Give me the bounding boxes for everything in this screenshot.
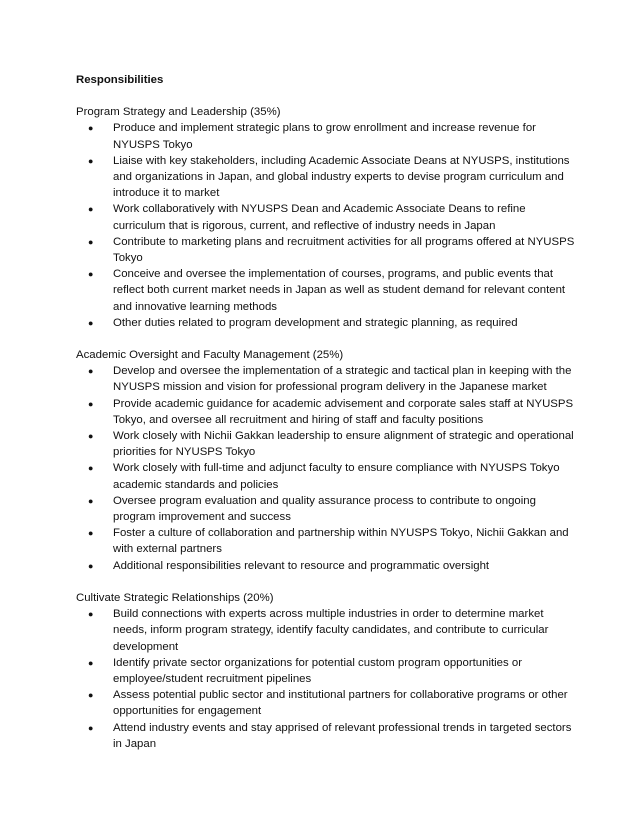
list-item: [76, 428, 576, 460]
list-item: [76, 201, 576, 233]
list-item-text: Work collaboratively with NYUSPS Dean and Academic Associate Deans to refine curriculum that is rigorous, current, and reflective of industry needs in Japan: [113, 203, 526, 232]
bullet-icon: ●: [88, 204, 94, 215]
bullet-icon: ●: [88, 609, 94, 620]
list-item: [76, 655, 576, 687]
list-item-text: Build connections with experts across multiple industries in order to determine market needs, inform program strategy, identify faculty candidates, and contribute to curricular development: [113, 608, 549, 653]
list-item-text: Liaise with key stakeholders, including Academic Associate Deans at NYUSPS, institutions and organizations in Japan, and global industry experts to devise program curriculum and introduce it to market: [113, 154, 570, 200]
bullet-icon: ●: [88, 431, 94, 442]
list-item: [76, 606, 576, 655]
list-item: [76, 396, 576, 428]
list-item: [76, 153, 576, 202]
section-strategic-relationships: [76, 590, 576, 752]
bullet-icon: ●: [88, 123, 94, 134]
list-item-text: Attend industry events and stay apprised of relevant professional trends in targeted sectors in Japan: [113, 721, 572, 750]
bullet-icon: ●: [88, 269, 94, 280]
list-item: [76, 720, 576, 752]
list-item-text: Contribute to marketing plans and recruitment activities for all programs offered at NYUSPS Tokyo: [113, 235, 575, 265]
section-title: Academic Oversight and Faculty Management (25%): [76, 349, 344, 362]
bullet-icon: ●: [88, 463, 94, 474]
bullet-list: [76, 363, 576, 574]
list-item: [76, 558, 576, 574]
list-item-text: Conceive and oversee the implementation of courses, programs, and public events that reflect both current market needs in Japan as well as student demand for relevant content and innovative learning methods: [113, 268, 566, 313]
list-item-text: Work closely with full-time and adjunct faculty to ensure compliance with NYUSPS Tokyo academic standards and policies: [113, 462, 560, 491]
section-academic-oversight: [76, 347, 576, 574]
bullet-list: [76, 120, 576, 331]
bullet-icon: ●: [88, 155, 94, 166]
list-item-text: Identify private sector organizations for potential custom program opportunities or employee/student recruitment pipelines: [113, 656, 523, 685]
list-item-text: Oversee program evaluation and quality assurance process to contribute to ongoing program improvement and success: [113, 494, 536, 524]
section-title: Program Strategy and Leadership (35%): [76, 106, 281, 119]
list-item: [76, 460, 576, 492]
list-item-text: Additional responsibilities relevant to resource and programmatic oversight: [113, 559, 490, 572]
page-heading: Responsibilities: [76, 74, 164, 86]
list-item: [76, 525, 576, 557]
section-title: Cultivate Strategic Relationships (20%): [76, 591, 274, 604]
list-item-text: Foster a culture of collaboration and partnership within NYUSPS Tokyo, Nichii Gakkan and with external partners: [113, 527, 569, 556]
bullet-icon: ●: [88, 560, 94, 571]
document-page: [76, 72, 576, 768]
list-item: [76, 234, 576, 266]
section-program-strategy: [76, 104, 576, 331]
list-item-text: Provide academic guidance for academic advisement and corporate sales staff at NYUSPS Tokyo, and oversee all recruitment and hiring of staff and faculty positions: [113, 397, 574, 426]
list-item-text: Assess potential public sector and institutional partners for collaborative programs or other opportunities for engagement: [113, 689, 568, 718]
list-item: [76, 687, 576, 719]
bullet-icon: ●: [88, 690, 94, 701]
list-item: [76, 493, 576, 525]
list-item: [76, 315, 576, 331]
list-item-text: Produce and implement strategic plans to grow enrollment and increase revenue for NYUSPS Tokyo: [113, 122, 536, 151]
bullet-icon: ●: [88, 722, 94, 733]
bullet-icon: ●: [88, 495, 94, 506]
list-item-text: Other duties related to program development and strategic planning, as required: [113, 316, 518, 329]
bullet-list: [76, 606, 576, 752]
list-item: [76, 120, 576, 152]
bullet-icon: ●: [88, 398, 94, 409]
list-item: [76, 363, 576, 395]
bullet-icon: ●: [88, 657, 94, 668]
bullet-icon: ●: [88, 366, 94, 377]
list-item-text: Work closely with Nichii Gakkan leadership to ensure alignment of strategic and operational priorities for NYUSPS Tokyo: [113, 430, 574, 459]
list-item-text: Develop and oversee the implementation of a strategic and tactical plan in keeping with the NYUSPS mission and vision for professional program delivery in the Japanese market: [113, 365, 572, 394]
bullet-icon: ●: [88, 236, 94, 247]
list-item: [76, 266, 576, 315]
bullet-icon: ●: [88, 317, 94, 328]
bullet-icon: ●: [88, 528, 94, 539]
